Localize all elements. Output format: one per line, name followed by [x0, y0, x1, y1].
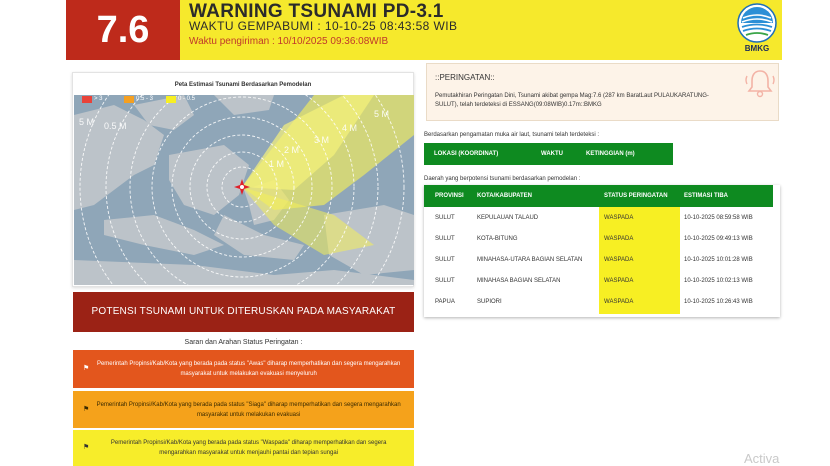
map-legend [82, 95, 204, 105]
cell-status: WASPADA [604, 257, 634, 263]
peringatan-box [426, 63, 779, 121]
table-row [424, 229, 773, 250]
table-row [424, 292, 773, 313]
cell-kota: MINAHASA BAGIAN SELATAN [477, 278, 561, 284]
peringatan-body: Pemutakhiran Peringatan Dini, Tsunami akibat gempa Mag:7.6 (287 km BaratLaut PULAUKARATUNG-SULUT), telah terdeteksi di ESSANG(09:08WIB)0.17m::BMKG [435, 93, 709, 108]
column-header: STATUS PERINGATAN [604, 193, 668, 199]
alert-siaga [73, 391, 414, 428]
tsunami-map-panel [72, 72, 414, 287]
saran-heading: Saran dan Arahan Status Peringatan : [184, 339, 303, 346]
table-row [424, 208, 773, 229]
column-header: KOTA/KABUPATEN [477, 193, 532, 199]
cell-tiba: 10-10-2025 08:59:58 WIB [684, 215, 753, 221]
page-title: WARNING TSUNAMI PD-3.1 [189, 1, 444, 22]
peringatan-title: ::PERINGATAN:: [435, 73, 495, 82]
sent-time: Waktu pengiriman : 10/10/2025 09:36:08WIB [189, 36, 389, 47]
alert-awas-text: Pemerintah Propinsi/Kab/Kota yang berada pada status "Awas" diharap memperhatikan dan segera mengarahkan masyarakat untuk melakukan evakuasi menyeluruh [96, 361, 401, 377]
earthquake-time: WAKTU GEMPABUMI : 10-10-25 08:43:58 WIB [189, 19, 458, 33]
alert-waspada-text: Pemerintah Propinsi/Kab/Kota yang berada pada status "Waspada" diharap memperhatikan dan segera mengarahkan masyarakat untuk menjauhi pantai dan tepian sungai [110, 440, 387, 456]
daerah-table [424, 185, 780, 317]
table-row [424, 250, 773, 271]
cell-provinsi: SULUT [435, 236, 455, 242]
megaphone-icon: ⚑ [83, 365, 90, 372]
tsunami-map-graphic [74, 95, 414, 285]
table-row [424, 271, 773, 292]
cell-tiba: 10-10-2025 09:49:13 WIB [684, 236, 753, 242]
observasi-label: Berdasarkan pengamatan muka air laut, tsunami telah terdeteksi : [424, 132, 600, 138]
cell-status: WASPADA [604, 236, 634, 242]
legend-item: > 3 [82, 95, 120, 104]
legend-item: 0.5 - 3 [124, 95, 162, 104]
legend-item: 0 - 0.5 [166, 95, 204, 104]
column-header: ESTIMASI TIBA [684, 193, 729, 199]
contour-label: 5 M [374, 109, 390, 119]
cell-status: WASPADA [604, 215, 634, 221]
megaphone-icon: ⚑ [83, 444, 90, 451]
bmkg-logo [737, 3, 777, 55]
cell-kota: SUPIORI [477, 299, 502, 305]
column-header: WAKTU [541, 151, 563, 157]
cell-tiba: 10-10-2025 10:26:43 WIB [684, 299, 753, 305]
activation-watermark: Activa [744, 451, 780, 466]
bell-icon [743, 66, 777, 100]
contour-label: 4 M [342, 123, 358, 133]
cell-provinsi: SULUT [435, 215, 455, 221]
column-header: KETINGGIAN (m) [586, 151, 635, 157]
magnitude-badge: 7.6 [66, 0, 180, 60]
bmkg-emblem-icon [737, 3, 777, 45]
cell-provinsi: SULUT [435, 278, 455, 284]
cell-status: WASPADA [604, 299, 634, 305]
alert-waspada [73, 430, 414, 466]
header-bar [66, 0, 782, 60]
contour-label: 5 M [79, 117, 95, 127]
alert-siaga-text: Pemerintah Propinsi/Kab/Kota yang berada pada status "Siaga" diharap memperhatikan dan segera mengarahkan masyarakat untuk melakukan evakuasi [96, 401, 401, 418]
alert-awas [73, 350, 414, 388]
megaphone-icon: ⚑ [83, 405, 90, 413]
contour-label: 3 M [314, 135, 330, 145]
column-header: LOKASI (KOORDINAT) [434, 151, 499, 157]
cell-tiba: 10-10-2025 10:01:28 WIB [684, 257, 753, 263]
map-title: Peta Estimasi Tsunami Berdasarkan Pemodelan [174, 82, 312, 88]
potensi-banner: POTENSI TSUNAMI UNTUK DITERUSKAN PADA MASYARAKAT [73, 292, 414, 332]
daerah-label: Daerah yang berpotensi tsunami berdasarkan pemodelan : [424, 176, 581, 182]
cell-kota: KOTA-BITUNG [477, 236, 518, 242]
cell-status: WASPADA [604, 278, 634, 284]
cell-tiba: 10-10-2025 10:02:13 WIB [684, 278, 753, 284]
column-header: PROVINSI [435, 193, 464, 199]
cell-provinsi: SULUT [435, 257, 455, 263]
contour-label: 1 M [269, 159, 285, 169]
daerah-table-header [424, 185, 773, 207]
cell-kota: KEPULAUAN TALAUD [477, 215, 539, 221]
observasi-table-header [424, 143, 673, 165]
contour-label: 2 M [284, 145, 300, 155]
bmkg-logo-text: BMKG [744, 44, 770, 53]
cell-provinsi: PAPUA [435, 299, 455, 305]
cell-kota: MINAHASA-UTARA BAGIAN SELATAN [477, 257, 583, 263]
tsunami-map[interactable] [74, 95, 414, 285]
contour-label: 0.5 M [104, 121, 127, 131]
